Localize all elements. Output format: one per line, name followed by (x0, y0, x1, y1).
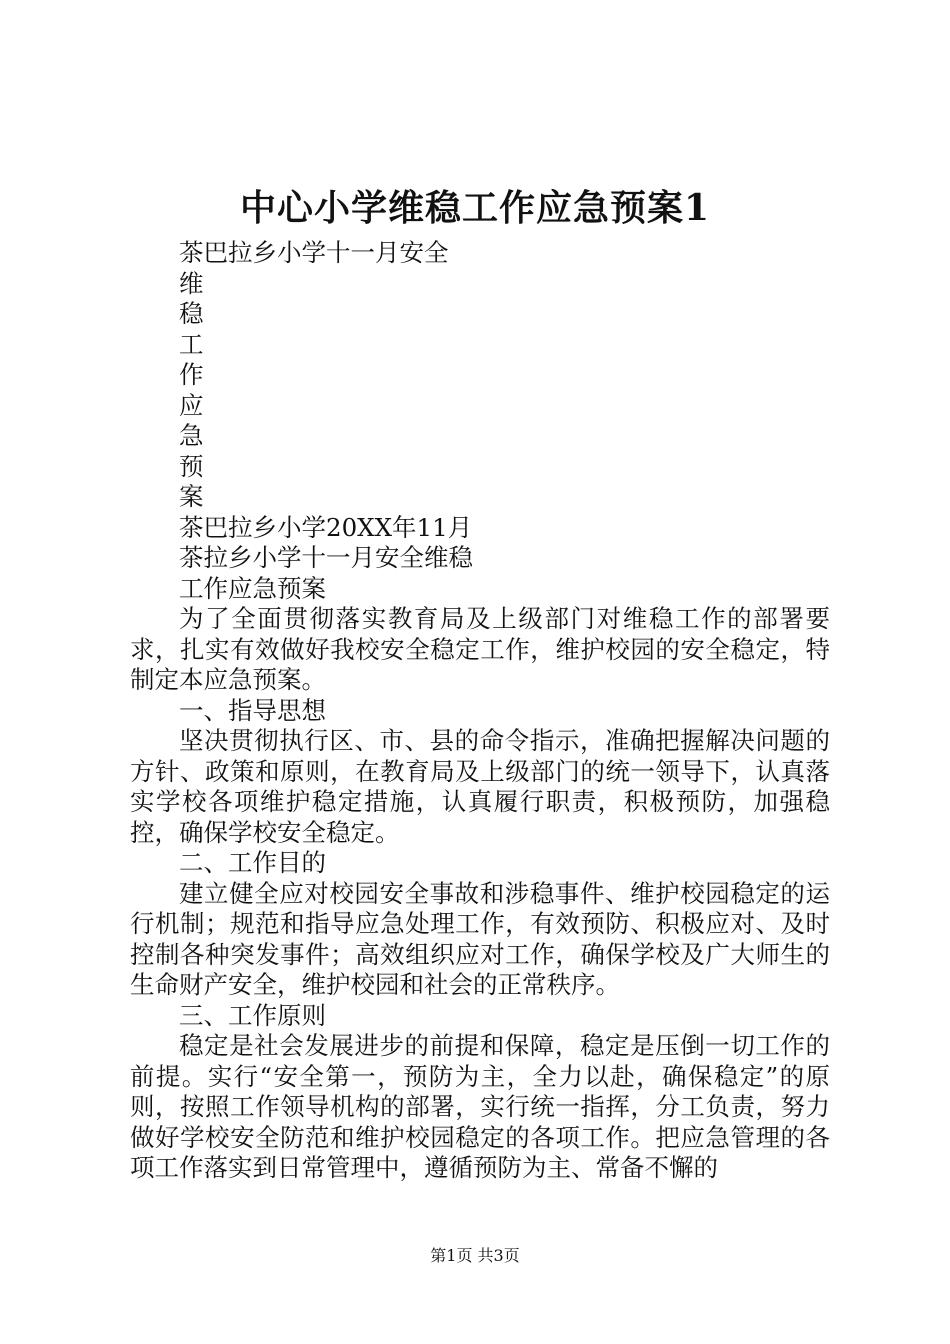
section-heading: 一、指导思想 (179, 695, 326, 725)
cover-line: 预 (179, 451, 204, 481)
intro-paragraph: 为了全面贯彻落实教育局及上级部门对维稳工作的部署要求，扎实有效做好我校安全稳定工作，维护校园的安全稳定，特制定本应急预案。 (130, 604, 830, 694)
section-heading: 二、工作目的 (179, 848, 326, 877)
page-indicator: 第1页 共3页 (430, 1246, 520, 1265)
section-paragraph: 建立健全应对校园安全事故和涉稳事件、维护校园稳定的运行机制；规范和指导应急处理工作，有效预防、积极应对、及时控制各种突发事件；高效组织应对工作，确保学校及广大师生的生命财产安全，维护校园和社会的正常秩序。 (130, 878, 830, 999)
cover-line: 工作应急预案 (179, 573, 326, 603)
section-paragraph: 坚决贯彻执行区、市、县的命令指示，准确把握解决问题的方针、政策和原则，在教育局及上级部门的统一领导下，认真落实学校各项维护稳定措施，认真履行职责，积极预防，加强稳控，确保学校安全稳定。 (130, 726, 830, 847)
document-title: 中心小学维稳工作应急预案1 (239, 187, 711, 229)
cover-line: 作 (179, 360, 204, 389)
cover-line: 稳 (179, 299, 204, 328)
cover-line: 工 (179, 329, 204, 359)
cover-line: 案 (179, 482, 204, 511)
cover-line: 维 (179, 268, 204, 298)
cover-line: 茶拉乡小学十一月安全维稳 (179, 543, 473, 572)
cover-line: 应 (179, 390, 204, 420)
document-body (130, 238, 830, 1184)
section-heading: 三、工作原则 (179, 1000, 326, 1030)
cover-line: 茶巴拉乡小学20XX年11月 (179, 512, 473, 542)
section-paragraph: 稳定是社会发展进步的前提和保障，稳定是压倒一切工作的前提。实行“安全第一，预防为主，全力以赴，确保稳定”的原则，按照工作领导机构的部署，实行统一指挥，分工负责，努力做好学校安全防范和维护校园稳定的各项工作。把应急管理的各项工作落实到日常管理中，遵循预防为主、常备不懈的 (130, 1031, 830, 1182)
cover-line: 急 (179, 421, 204, 450)
cover-line: 茶巴拉乡小学十一月安全 (179, 238, 449, 267)
